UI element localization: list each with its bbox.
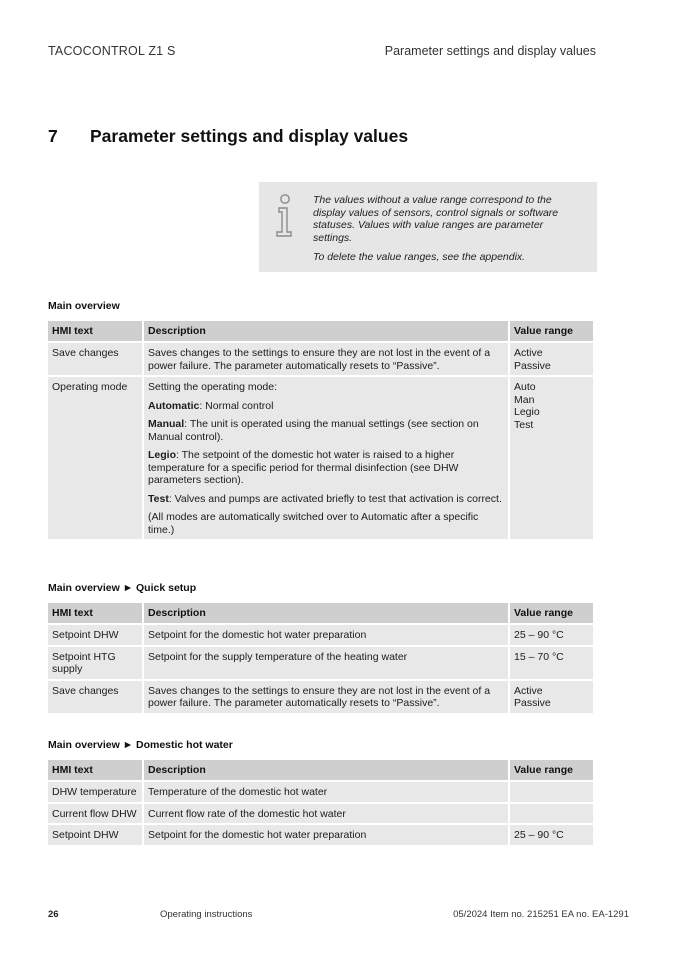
- info-icon: [273, 194, 297, 238]
- mode-text: : Valves and pumps are activated briefly to test that activation is correct.: [168, 492, 502, 505]
- section-title-main-overview: Main overview: [48, 300, 120, 312]
- mode-test: [148, 493, 504, 506]
- hmi-cell: Setpoint HTG supply: [48, 647, 142, 679]
- column-header-range: Value range: [510, 603, 593, 623]
- table-header-row: [48, 321, 593, 341]
- table-row: [48, 377, 593, 539]
- range-value: Test: [514, 418, 534, 431]
- table-row: [48, 647, 593, 679]
- hmi-cell: Save changes: [48, 343, 142, 375]
- range-value: Active: [514, 684, 543, 697]
- footer-document-type: Operating instructions: [160, 909, 253, 920]
- hmi-cell: DHW temperature: [48, 782, 142, 802]
- range-value: Legio: [514, 406, 540, 418]
- column-header-hmi: HMI text: [48, 603, 142, 623]
- hmi-cell: Setpoint DHW: [48, 825, 142, 845]
- mode-text: : The unit is operated using the manual settings (see section on Manual control).: [148, 418, 479, 443]
- column-header-hmi: HMI text: [48, 321, 142, 341]
- note-paragraph-1: The values without a value range correspond to the display values of sensors, control signals or software statuses. Values with value ranges are parameter settings.: [313, 194, 559, 244]
- footer-page-number: 26: [48, 909, 59, 920]
- footer-item-number: 05/2024 Item no. 215251 EA no. EA-1291: [453, 909, 629, 920]
- mode-legio: [148, 449, 504, 487]
- column-header-hmi: HMI text: [48, 760, 142, 780]
- column-header-description: Description: [144, 321, 508, 341]
- info-note-box: [259, 182, 597, 272]
- table-header-row: [48, 603, 593, 623]
- column-header-range: Value range: [510, 321, 593, 341]
- mode-text: : Normal control: [199, 399, 274, 412]
- table-row: [48, 782, 593, 802]
- hmi-cell: Save changes: [48, 681, 142, 713]
- chapter-title: Parameter settings and display values: [90, 126, 409, 146]
- chapter-heading: [48, 126, 408, 147]
- mode-automatic: [148, 400, 504, 413]
- description-cell: Current flow rate of the domestic hot water: [144, 804, 508, 824]
- mode-label: Automatic: [148, 399, 200, 412]
- table-header-row: [48, 760, 593, 780]
- range-cell: [510, 782, 593, 802]
- table-row: [48, 681, 593, 713]
- range-value: Passive: [514, 359, 551, 372]
- mode-intro: Setting the operating mode:: [148, 381, 278, 393]
- range-cell: [510, 681, 593, 713]
- main-overview-table: [46, 319, 595, 541]
- mode-text: : The setpoint of the domestic hot water is raised to a higher temperature for a specific period for thermal disinfection (see DHW parameters section).: [148, 449, 459, 486]
- domestic-hot-water-table: [46, 758, 595, 847]
- mode-footnote: (All modes are automatically switched over to Automatic after a specific time.): [148, 511, 479, 536]
- hmi-cell: Current flow DHW: [48, 804, 142, 824]
- hmi-cell: Operating mode: [48, 377, 142, 539]
- column-header-description: Description: [144, 760, 508, 780]
- mode-label: Manual: [148, 418, 185, 430]
- description-cell: [144, 377, 508, 539]
- table-row: [48, 625, 593, 645]
- range-cell: 25 – 90 °C: [510, 825, 593, 845]
- table-row: [48, 343, 593, 375]
- description-cell: Temperature of the domestic hot water: [144, 782, 508, 802]
- description-cell: Saves changes to the settings to ensure they are not lost in the event of a power failure. The parameter automatically resets to “Passive”.: [144, 343, 508, 375]
- header-product-name: TACOCONTROL Z1 S: [48, 44, 176, 58]
- table-row: [48, 825, 593, 845]
- column-header-description: Description: [144, 603, 508, 623]
- column-header-range: Value range: [510, 760, 593, 780]
- description-cell: Setpoint for the supply temperature of the heating water: [144, 647, 508, 679]
- mode-manual: [148, 418, 504, 443]
- chapter-number: 7: [48, 126, 58, 146]
- description-cell: Saves changes to the settings to ensure they are not lost in the event of a power failure. The parameter automatically resets to “Passive”.: [144, 681, 508, 713]
- range-cell: [510, 804, 593, 824]
- mode-label: Legio: [148, 449, 176, 461]
- mode-label: Test: [148, 492, 169, 505]
- range-cell: 25 – 90 °C: [510, 625, 593, 645]
- range-cell: 15 – 70 °C: [510, 647, 593, 679]
- section-title-domestic-hot-water: Main overview ► Domestic hot water: [48, 739, 233, 751]
- description-cell: Setpoint for the domestic hot water preparation: [144, 825, 508, 845]
- range-value: Passive: [514, 697, 551, 709]
- range-cell: [510, 343, 593, 375]
- range-cell: [510, 377, 593, 539]
- range-value: Man: [514, 393, 535, 406]
- table-row: [48, 804, 593, 824]
- section-title-quick-setup: Main overview ► Quick setup: [48, 582, 197, 594]
- note-paragraph-2: To delete the value ranges, see the appendix.: [313, 251, 526, 263]
- quick-setup-table: [46, 601, 595, 715]
- header-section-title: Parameter settings and display values: [384, 44, 596, 58]
- range-value: Active: [514, 347, 543, 359]
- range-value: Auto: [514, 381, 536, 393]
- description-cell: Setpoint for the domestic hot water preparation: [144, 625, 508, 645]
- hmi-cell: Setpoint DHW: [48, 625, 142, 645]
